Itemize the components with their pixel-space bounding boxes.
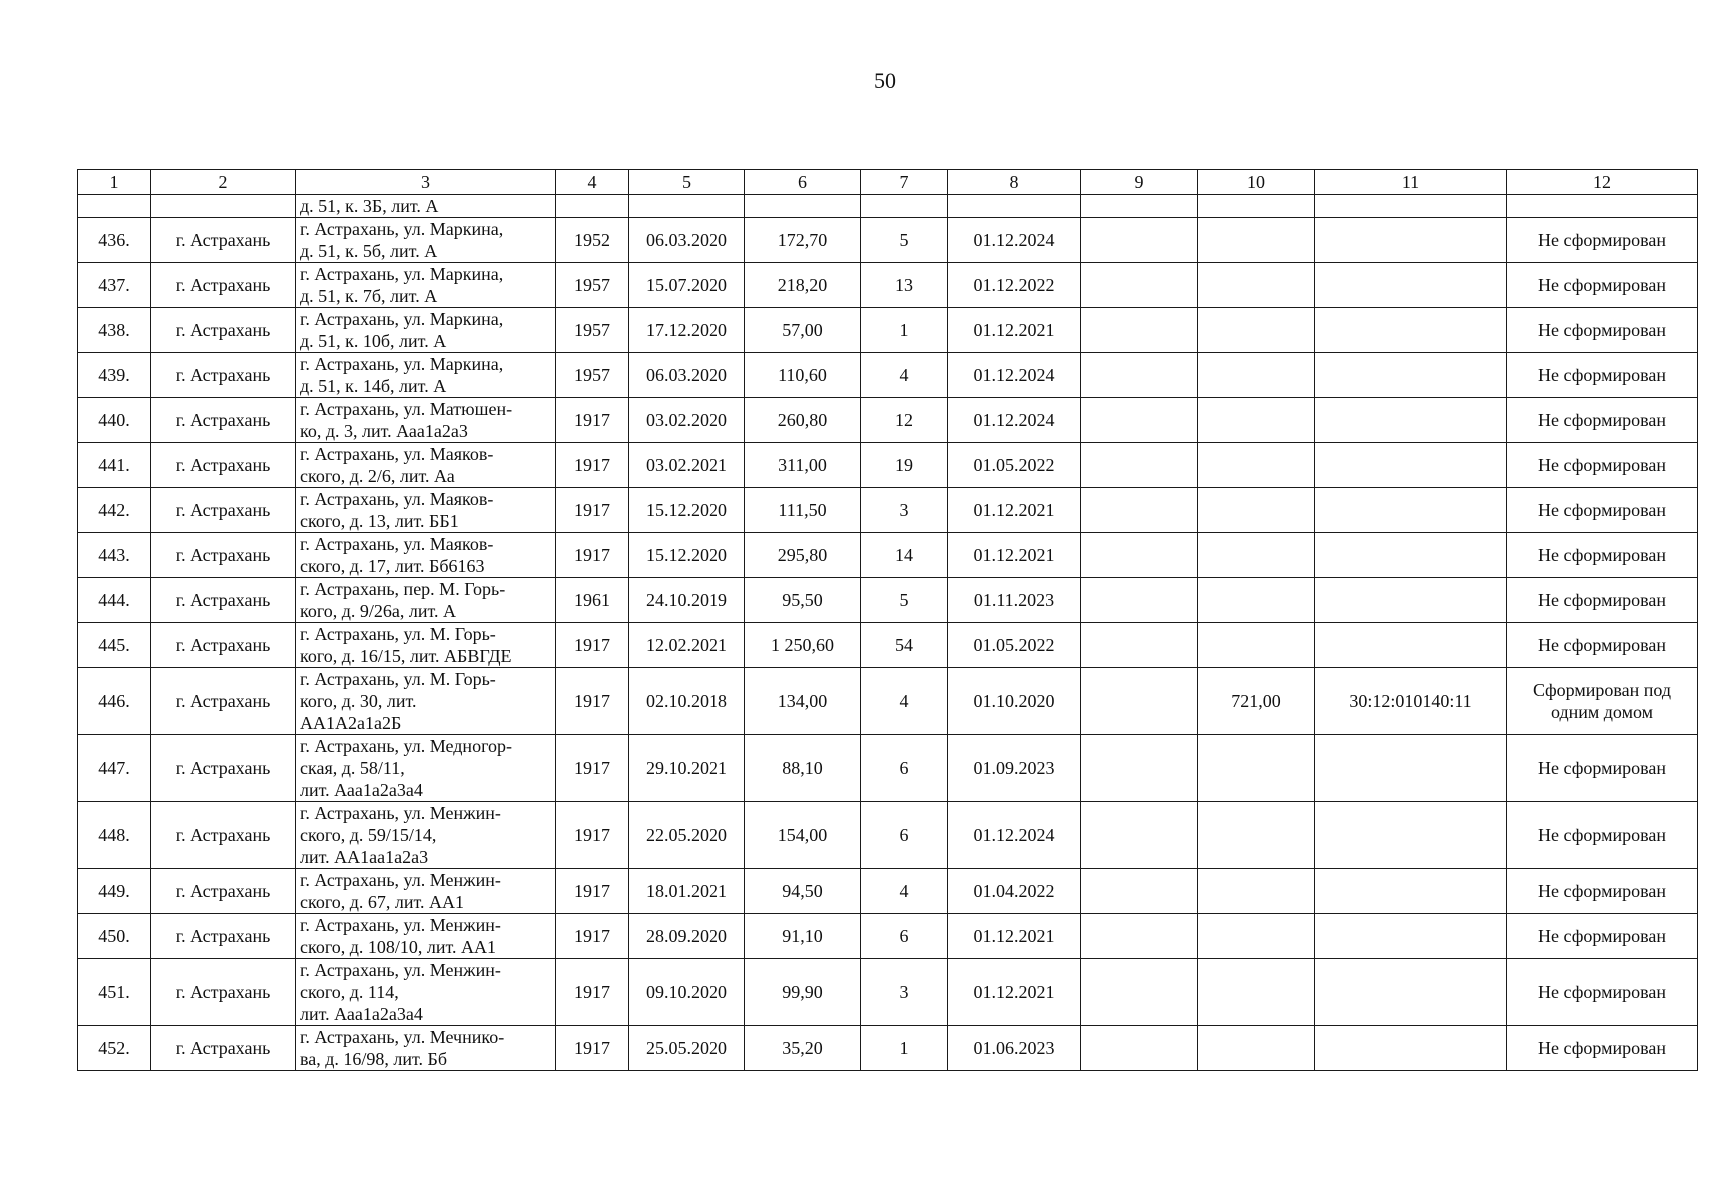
cell-city: г. Астрахань — [151, 353, 296, 398]
cell-col11 — [1315, 195, 1507, 218]
cell-count: 6 — [861, 802, 948, 869]
table-row — [78, 488, 1698, 533]
cell-date: 25.05.2020 — [629, 1026, 745, 1071]
cell-status: Не сформирован — [1507, 802, 1698, 869]
cell-status: Не сформирован — [1507, 308, 1698, 353]
cell-col10 — [1198, 802, 1315, 869]
cell-col11: 30:12:010140:11 — [1315, 668, 1507, 735]
table-row — [78, 308, 1698, 353]
cell-area: 94,50 — [745, 869, 861, 914]
cell-address: г. Астрахань, ул. Маркина, д. 51, к. 10б, лит. А — [296, 308, 556, 353]
cell-date: 12.02.2021 — [629, 623, 745, 668]
cell-col10 — [1198, 623, 1315, 668]
cell-col10 — [1198, 443, 1315, 488]
cell-status: Не сформирован — [1507, 218, 1698, 263]
cell-count — [861, 195, 948, 218]
cell-col11 — [1315, 1026, 1507, 1071]
cell-col11 — [1315, 443, 1507, 488]
cell-col9 — [1081, 195, 1198, 218]
cell-deadline: 01.12.2024 — [948, 802, 1081, 869]
cell-count: 13 — [861, 263, 948, 308]
cell-col9 — [1081, 1026, 1198, 1071]
table-row — [78, 914, 1698, 959]
cell-address: г. Астрахань, ул. Маяков- ского, д. 13, лит. ББ1 — [296, 488, 556, 533]
cell-city: г. Астрахань — [151, 308, 296, 353]
cell-col11 — [1315, 802, 1507, 869]
cell-no: 446. — [78, 668, 151, 735]
cell-no — [78, 195, 151, 218]
cell-col10 — [1198, 195, 1315, 218]
cell-deadline: 01.05.2022 — [948, 443, 1081, 488]
cell-deadline: 01.12.2024 — [948, 353, 1081, 398]
cell-deadline: 01.12.2021 — [948, 914, 1081, 959]
housing-registry-table — [77, 169, 1698, 1071]
page-number: 50 — [874, 68, 896, 93]
cell-status: Не сформирован — [1507, 353, 1698, 398]
cell-status: Не сформирован — [1507, 533, 1698, 578]
cell-no: 451. — [78, 959, 151, 1026]
cell-city: г. Астрахань — [151, 398, 296, 443]
cell-city: г. Астрахань — [151, 578, 296, 623]
cell-col9 — [1081, 443, 1198, 488]
table-row — [78, 578, 1698, 623]
cell-col11 — [1315, 959, 1507, 1026]
column-header-9: 9 — [1081, 170, 1198, 195]
cell-city: г. Астрахань — [151, 623, 296, 668]
cell-city: г. Астрахань — [151, 263, 296, 308]
cell-no: 436. — [78, 218, 151, 263]
cell-col9 — [1081, 802, 1198, 869]
cell-deadline: 01.10.2020 — [948, 668, 1081, 735]
cell-date: 15.12.2020 — [629, 533, 745, 578]
cell-area: 311,00 — [745, 443, 861, 488]
cell-col11 — [1315, 869, 1507, 914]
cell-address: г. Астрахань, ул. М. Горь- кого, д. 30, лит. АА1А2а1а2Б — [296, 668, 556, 735]
cell-year: 1961 — [556, 578, 629, 623]
column-header-7: 7 — [861, 170, 948, 195]
cell-count: 3 — [861, 488, 948, 533]
cell-date: 06.03.2020 — [629, 353, 745, 398]
cell-col11 — [1315, 578, 1507, 623]
cell-col9 — [1081, 959, 1198, 1026]
cell-address: г. Астрахань, ул. М. Горь- кого, д. 16/15, лит. АБВГДЕ — [296, 623, 556, 668]
cell-col10 — [1198, 488, 1315, 533]
cell-col9 — [1081, 263, 1198, 308]
cell-deadline: 01.12.2024 — [948, 218, 1081, 263]
cell-status: Не сформирован — [1507, 578, 1698, 623]
cell-col11 — [1315, 218, 1507, 263]
cell-col9 — [1081, 308, 1198, 353]
table-row — [78, 735, 1698, 802]
cell-col11 — [1315, 488, 1507, 533]
cell-no: 452. — [78, 1026, 151, 1071]
cell-area: 110,60 — [745, 353, 861, 398]
cell-deadline: 01.12.2021 — [948, 308, 1081, 353]
cell-status: Не сформирован — [1507, 869, 1698, 914]
cell-year: 1917 — [556, 1026, 629, 1071]
cell-year: 1957 — [556, 308, 629, 353]
cell-deadline: 01.12.2022 — [948, 263, 1081, 308]
cell-deadline — [948, 195, 1081, 218]
cell-col9 — [1081, 914, 1198, 959]
cell-col11 — [1315, 398, 1507, 443]
column-header-5: 5 — [629, 170, 745, 195]
cell-status: Не сформирован — [1507, 959, 1698, 1026]
cell-count: 4 — [861, 668, 948, 735]
cell-no: 450. — [78, 914, 151, 959]
cell-count: 54 — [861, 623, 948, 668]
cell-area: 91,10 — [745, 914, 861, 959]
cell-no: 440. — [78, 398, 151, 443]
cell-col10 — [1198, 869, 1315, 914]
cell-count: 1 — [861, 308, 948, 353]
cell-no: 439. — [78, 353, 151, 398]
cell-date: 29.10.2021 — [629, 735, 745, 802]
cell-area: 95,50 — [745, 578, 861, 623]
cell-year: 1917 — [556, 959, 629, 1026]
column-header-12: 12 — [1507, 170, 1698, 195]
cell-city: г. Астрахань — [151, 869, 296, 914]
table-row — [78, 959, 1698, 1026]
cell-col9 — [1081, 218, 1198, 263]
cell-status: Сформирован под одним домом — [1507, 668, 1698, 735]
cell-city: г. Астрахань — [151, 735, 296, 802]
table-row — [78, 353, 1698, 398]
cell-col10 — [1198, 218, 1315, 263]
column-header-10: 10 — [1198, 170, 1315, 195]
cell-status: Не сформирован — [1507, 443, 1698, 488]
cell-count: 6 — [861, 735, 948, 802]
cell-year: 1917 — [556, 533, 629, 578]
cell-address: г. Астрахань, ул. Менжин- ского, д. 108/10, лит. АА1 — [296, 914, 556, 959]
column-header-11: 11 — [1315, 170, 1507, 195]
cell-status: Не сформирован — [1507, 1026, 1698, 1071]
cell-deadline: 01.06.2023 — [948, 1026, 1081, 1071]
column-header-6: 6 — [745, 170, 861, 195]
cell-area: 57,00 — [745, 308, 861, 353]
cell-area: 260,80 — [745, 398, 861, 443]
table-row — [78, 623, 1698, 668]
cell-year: 1917 — [556, 735, 629, 802]
cell-year — [556, 195, 629, 218]
cell-no: 448. — [78, 802, 151, 869]
cell-deadline: 01.12.2021 — [948, 959, 1081, 1026]
cell-col10 — [1198, 398, 1315, 443]
table-row — [78, 263, 1698, 308]
cell-col11 — [1315, 263, 1507, 308]
cell-status: Не сформирован — [1507, 488, 1698, 533]
cell-count: 5 — [861, 578, 948, 623]
cell-count: 12 — [861, 398, 948, 443]
cell-year: 1917 — [556, 488, 629, 533]
cell-col9 — [1081, 578, 1198, 623]
cell-no: 441. — [78, 443, 151, 488]
cell-deadline: 01.12.2021 — [948, 533, 1081, 578]
cell-address: г. Астрахань, ул. Менжин- ского, д. 67, лит. АА1 — [296, 869, 556, 914]
cell-col9 — [1081, 353, 1198, 398]
cell-date: 15.07.2020 — [629, 263, 745, 308]
table-row — [78, 869, 1698, 914]
column-number-header-row — [78, 170, 1698, 195]
column-header-1: 1 — [78, 170, 151, 195]
cell-col9 — [1081, 398, 1198, 443]
table-row — [78, 218, 1698, 263]
cell-count: 1 — [861, 1026, 948, 1071]
cell-address: г. Астрахань, ул. Маркина, д. 51, к. 7б, лит. А — [296, 263, 556, 308]
cell-address: г. Астрахань, ул. Медногор- ская, д. 58/11, лит. Ааа1а2а3а4 — [296, 735, 556, 802]
cell-address: д. 51, к. 3Б, лит. А — [296, 195, 556, 218]
cell-col10 — [1198, 578, 1315, 623]
cell-col10 — [1198, 263, 1315, 308]
cell-date: 18.01.2021 — [629, 869, 745, 914]
cell-date: 28.09.2020 — [629, 914, 745, 959]
cell-col11 — [1315, 533, 1507, 578]
cell-no: 442. — [78, 488, 151, 533]
cell-city: г. Астрахань — [151, 959, 296, 1026]
cell-status: Не сформирован — [1507, 735, 1698, 802]
cell-no: 449. — [78, 869, 151, 914]
cell-col10 — [1198, 735, 1315, 802]
cell-address: г. Астрахань, ул. Маркина, д. 51, к. 14б, лит. А — [296, 353, 556, 398]
cell-count: 4 — [861, 353, 948, 398]
cell-col10 — [1198, 353, 1315, 398]
cell-address: г. Астрахань, ул. Маяков- ского, д. 17, лит. Бб6163 — [296, 533, 556, 578]
cell-col9 — [1081, 623, 1198, 668]
cell-col11 — [1315, 914, 1507, 959]
cell-address: г. Астрахань, ул. Менжин- ского, д. 114, лит. Ааа1а2а3а4 — [296, 959, 556, 1026]
cell-count: 6 — [861, 914, 948, 959]
column-header-4: 4 — [556, 170, 629, 195]
cell-year: 1917 — [556, 914, 629, 959]
cell-date: 02.10.2018 — [629, 668, 745, 735]
cell-year: 1917 — [556, 869, 629, 914]
cell-status: Не сформирован — [1507, 914, 1698, 959]
column-header-2: 2 — [151, 170, 296, 195]
cell-date: 03.02.2021 — [629, 443, 745, 488]
cell-address: г. Астрахань, ул. Маркина, д. 51, к. 5б, лит. А — [296, 218, 556, 263]
cell-col10 — [1198, 308, 1315, 353]
cell-col10 — [1198, 959, 1315, 1026]
cell-area: 1 250,60 — [745, 623, 861, 668]
cell-year: 1957 — [556, 353, 629, 398]
cell-area: 172,70 — [745, 218, 861, 263]
cell-area: 35,20 — [745, 1026, 861, 1071]
cell-col9 — [1081, 735, 1198, 802]
cell-area: 99,90 — [745, 959, 861, 1026]
continuation-row — [78, 195, 1698, 218]
table-row — [78, 398, 1698, 443]
cell-col11 — [1315, 735, 1507, 802]
cell-area — [745, 195, 861, 218]
cell-date: 17.12.2020 — [629, 308, 745, 353]
cell-area: 295,80 — [745, 533, 861, 578]
cell-city: г. Астрахань — [151, 668, 296, 735]
cell-date — [629, 195, 745, 218]
cell-deadline: 01.12.2024 — [948, 398, 1081, 443]
column-header-3: 3 — [296, 170, 556, 195]
cell-count: 3 — [861, 959, 948, 1026]
cell-city: г. Астрахань — [151, 488, 296, 533]
table-row — [78, 668, 1698, 735]
cell-col9 — [1081, 668, 1198, 735]
cell-col10: 721,00 — [1198, 668, 1315, 735]
cell-address: г. Астрахань, ул. Мечнико- ва, д. 16/98, лит. Бб — [296, 1026, 556, 1071]
cell-no: 438. — [78, 308, 151, 353]
cell-city: г. Астрахань — [151, 533, 296, 578]
table-row — [78, 443, 1698, 488]
cell-status — [1507, 195, 1698, 218]
table-row — [78, 802, 1698, 869]
cell-address: г. Астрахань, ул. Менжин- ского, д. 59/15/14, лит. АА1аа1а2а3 — [296, 802, 556, 869]
cell-address: г. Астрахань, пер. М. Горь- кого, д. 9/26а, лит. А — [296, 578, 556, 623]
cell-count: 14 — [861, 533, 948, 578]
cell-year: 1917 — [556, 398, 629, 443]
cell-date: 06.03.2020 — [629, 218, 745, 263]
table-row — [78, 1026, 1698, 1071]
cell-year: 1917 — [556, 443, 629, 488]
cell-city: г. Астрахань — [151, 218, 296, 263]
cell-deadline: 01.05.2022 — [948, 623, 1081, 668]
cell-area: 111,50 — [745, 488, 861, 533]
cell-no: 437. — [78, 263, 151, 308]
cell-area: 88,10 — [745, 735, 861, 802]
cell-deadline: 01.12.2021 — [948, 488, 1081, 533]
cell-no: 444. — [78, 578, 151, 623]
cell-col10 — [1198, 1026, 1315, 1071]
cell-no: 447. — [78, 735, 151, 802]
cell-year: 1917 — [556, 623, 629, 668]
cell-status: Не сформирован — [1507, 263, 1698, 308]
cell-col10 — [1198, 914, 1315, 959]
cell-year: 1917 — [556, 802, 629, 869]
cell-col11 — [1315, 308, 1507, 353]
cell-status: Не сформирован — [1507, 398, 1698, 443]
cell-no: 445. — [78, 623, 151, 668]
cell-col9 — [1081, 488, 1198, 533]
cell-date: 24.10.2019 — [629, 578, 745, 623]
table-row — [78, 533, 1698, 578]
cell-area: 154,00 — [745, 802, 861, 869]
cell-status: Не сформирован — [1507, 623, 1698, 668]
cell-city: г. Астрахань — [151, 1026, 296, 1071]
cell-area: 218,20 — [745, 263, 861, 308]
cell-col9 — [1081, 869, 1198, 914]
cell-col9 — [1081, 533, 1198, 578]
cell-date: 09.10.2020 — [629, 959, 745, 1026]
cell-col10 — [1198, 533, 1315, 578]
cell-year: 1917 — [556, 668, 629, 735]
cell-area: 134,00 — [745, 668, 861, 735]
cell-count: 5 — [861, 218, 948, 263]
cell-year: 1952 — [556, 218, 629, 263]
cell-date: 22.05.2020 — [629, 802, 745, 869]
cell-no: 443. — [78, 533, 151, 578]
cell-count: 4 — [861, 869, 948, 914]
cell-address: г. Астрахань, ул. Маяков- ского, д. 2/6, лит. Аа — [296, 443, 556, 488]
cell-deadline: 01.04.2022 — [948, 869, 1081, 914]
cell-city: г. Астрахань — [151, 802, 296, 869]
cell-city: г. Астрахань — [151, 443, 296, 488]
cell-address: г. Астрахань, ул. Матюшен- ко, д. 3, лит. Ааа1а2а3 — [296, 398, 556, 443]
cell-date: 15.12.2020 — [629, 488, 745, 533]
cell-year: 1957 — [556, 263, 629, 308]
cell-col11 — [1315, 623, 1507, 668]
cell-col11 — [1315, 353, 1507, 398]
cell-deadline: 01.11.2023 — [948, 578, 1081, 623]
cell-city — [151, 195, 296, 218]
cell-date: 03.02.2020 — [629, 398, 745, 443]
cell-count: 19 — [861, 443, 948, 488]
cell-deadline: 01.09.2023 — [948, 735, 1081, 802]
column-header-8: 8 — [948, 170, 1081, 195]
cell-city: г. Астрахань — [151, 914, 296, 959]
